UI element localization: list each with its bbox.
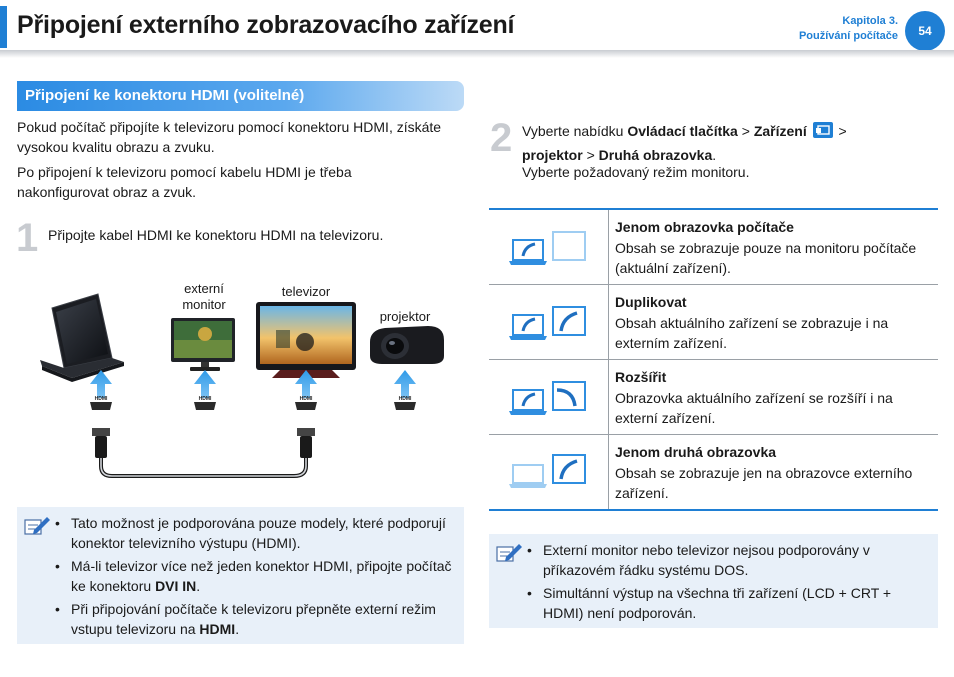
note-list-left xyxy=(55,514,457,643)
mode-description: Obsah se zobrazuje jen na obrazovce externího zařízení. xyxy=(615,465,913,501)
note-text: Při připojování počítače k televizoru přepněte externí režim vstupu televizoru na xyxy=(71,601,436,637)
step-2-separator: > xyxy=(834,123,847,139)
connection-arrows xyxy=(90,370,416,398)
note-pencil-icon xyxy=(495,541,523,565)
second-screen-only-icon xyxy=(509,453,589,493)
chapter-label xyxy=(799,14,898,44)
note-text: Tato možnost je podporována pouze modely, které podporují konektor televizního výstupu (HDMI). xyxy=(71,515,446,551)
duplicate-icon xyxy=(509,305,589,345)
note-text: Externí monitor nebo televizor nejsou podporovány v příkazovém řádku systému DOS. xyxy=(543,542,870,578)
hdmi-connection-diagram xyxy=(40,290,460,490)
menu-devices: Zařízení xyxy=(753,123,807,139)
note-item xyxy=(55,600,457,639)
note-box-right xyxy=(489,534,938,628)
mode-description: Obrazovka aktuálního zařízení se rozšíří i na externí zařízení. xyxy=(615,390,893,426)
note-list-right xyxy=(527,541,932,627)
note-text: Simultánní výstup na všechna tři zařízení (LCD + CRT + HDMI) není podporován. xyxy=(543,585,892,621)
step-2-text xyxy=(522,119,932,167)
step-2-text-part: . xyxy=(712,147,717,163)
mode-name: Jenom druhá obrazovka xyxy=(615,444,777,460)
laptop-icon xyxy=(40,294,124,382)
mode-row-extend xyxy=(489,360,938,435)
tv-label: televizor xyxy=(281,284,331,299)
chapter-number: Kapitola 3. xyxy=(842,15,898,27)
devices-icon xyxy=(813,122,833,138)
arrow-up-icon xyxy=(394,370,416,398)
intro-paragraph-1: Pokud počítač připojíte k televizoru pomocí konektoru HDMI, získáte vysokou kvalitu obrazu a zvuku. xyxy=(17,119,442,155)
menu-charms: Ovládací tlačítka xyxy=(627,123,738,139)
hdmi-port-label: HDMI xyxy=(398,396,412,402)
mode-icon-cell xyxy=(489,210,609,284)
projector-label: projektor xyxy=(379,309,431,324)
mode-icon-cell xyxy=(489,285,609,359)
hdmi-cable-icon xyxy=(92,428,315,476)
mode-text xyxy=(615,219,935,278)
mode-name: Jenom obrazovka počítače xyxy=(615,219,794,235)
mode-row-duplicate xyxy=(489,285,938,360)
mode-text xyxy=(615,369,935,428)
mode-text xyxy=(615,294,935,353)
page-header xyxy=(0,2,954,48)
arrow-up-icon xyxy=(194,370,216,398)
mode-row-second-only xyxy=(489,435,938,509)
note-item xyxy=(55,514,457,553)
header-accent-bar xyxy=(0,6,7,48)
step-2-number: 2 xyxy=(490,116,513,160)
menu-second-screen: Druhá obrazovka xyxy=(598,147,713,163)
step-1-text: Připojte kabel HDMI ke konektoru HDMI na televizoru. xyxy=(48,227,384,243)
step-2-text-part: Vyberte nabídku xyxy=(522,123,628,139)
television-icon xyxy=(256,302,356,378)
mode-icon-cell xyxy=(489,435,609,509)
extend-icon xyxy=(509,380,589,420)
external-monitor-icon xyxy=(171,318,235,371)
intro-paragraph-2: Po připojení k televizoru pomocí kabelu HDMI je třeba nakonfigurovat obraz a zvuk. xyxy=(17,164,352,200)
hdmi-port-label: HDMI xyxy=(299,396,313,402)
step-1-number: 1 xyxy=(16,216,39,260)
section-title: Připojení ke konektoru HDMI (volitelné) xyxy=(25,87,305,104)
step-2-separator: > xyxy=(737,123,754,139)
note-pencil-icon xyxy=(23,514,51,538)
header-divider xyxy=(0,50,954,58)
step-2-separator: > xyxy=(582,147,599,163)
step-2-instruction: Vyberte požadovaný režim monitoru. xyxy=(522,164,750,180)
note-item xyxy=(527,541,932,580)
note-item xyxy=(527,584,932,623)
mode-icon-cell xyxy=(489,360,609,434)
hdmi-port-label: HDMI xyxy=(94,396,108,402)
mode-text xyxy=(615,444,935,503)
menu-projector: projektor xyxy=(522,147,583,163)
pc-screen-only-icon xyxy=(509,230,589,270)
mode-name: Duplikovat xyxy=(615,294,687,310)
note-text: . xyxy=(196,577,201,594)
note-box-left xyxy=(17,507,464,644)
hdmi-port-label: HDMI xyxy=(198,396,212,402)
page-number-badge: 54 xyxy=(905,11,945,51)
section-title-bar xyxy=(17,81,464,111)
hdmi-ports xyxy=(90,396,416,410)
note-text: . xyxy=(235,620,240,637)
display-mode-table xyxy=(489,208,938,511)
projector-icon xyxy=(370,326,444,364)
note-text: Má-li televizor více než jeden konektor HDMI, připojte počítač ke konektoru xyxy=(71,558,452,594)
external-monitor-label-line2: monitor xyxy=(182,297,226,312)
mode-description: Obsah aktuálního zařízení se zobrazuje i na externím zařízení. xyxy=(615,315,889,351)
chapter-name: Používání počítače xyxy=(798,30,898,42)
page-title: Připojení externího zobrazovacího zařízení xyxy=(17,11,515,39)
note-item xyxy=(55,557,457,596)
external-monitor-label-line1: externí xyxy=(184,281,224,296)
mode-description: Obsah se zobrazuje pouze na monitoru počítače (aktuální zařízení). xyxy=(615,240,917,276)
mode-row-pc-only xyxy=(489,210,938,285)
note-emphasis: HDMI xyxy=(199,620,236,637)
mode-name: Rozšířit xyxy=(615,369,667,385)
note-emphasis: DVI IN xyxy=(155,577,197,594)
